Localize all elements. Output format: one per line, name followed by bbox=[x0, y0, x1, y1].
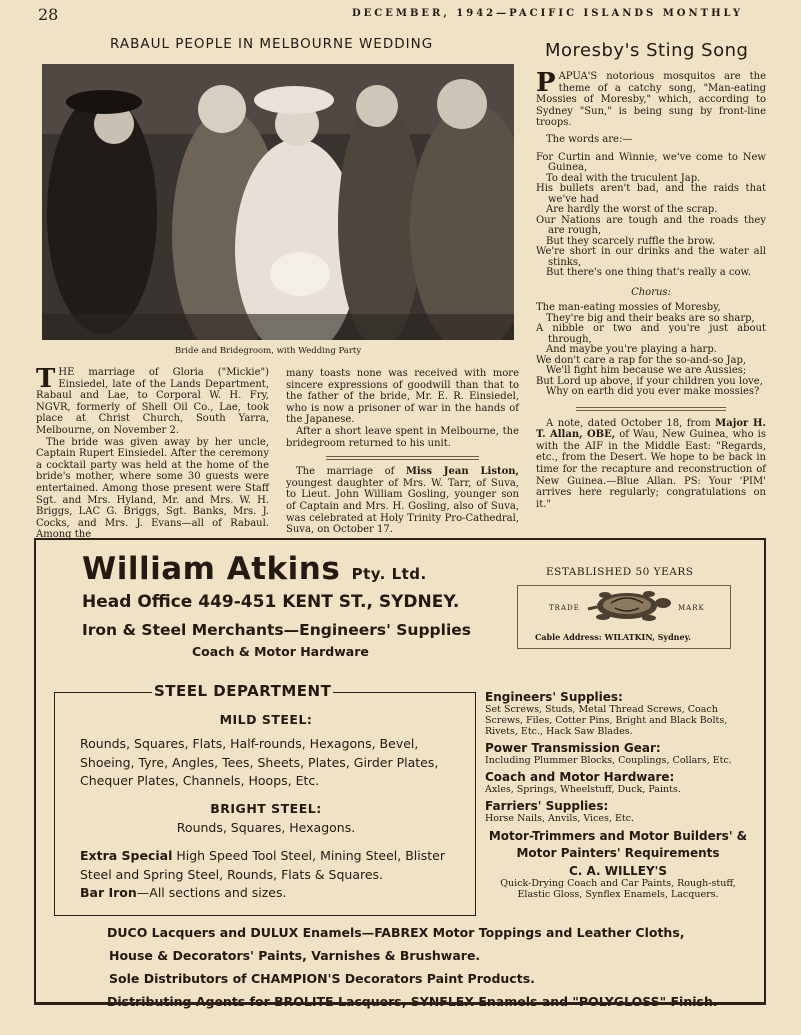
mild-steel-heading: MILD STEEL: bbox=[219, 712, 313, 727]
allan-note-text: A note, dated October 18, from bbox=[546, 417, 716, 429]
willey-heading: C. A. WILLEY'S bbox=[569, 864, 667, 878]
verse-line: To deal with the truculent Jap. bbox=[546, 172, 701, 184]
song-intro-text: APUA'S notorious mosquitos are the theme of a catchy song, "Man-eating Mossies of Moresby," which, according to Sydney "Sun," is being sung by front-line troops. bbox=[536, 71, 766, 129]
chorus-line: We don't care a rap for the so-and-so Jap, bbox=[536, 354, 747, 366]
wedding-paragraph-1 bbox=[36, 364, 269, 437]
allan-name: Major H. T. Allan, OBE, bbox=[536, 417, 766, 441]
supplies-column bbox=[485, 690, 751, 900]
divider bbox=[576, 410, 726, 411]
extra-special-items: High Speed Tool Steel, Mining Steel, Blister Steel and Spring Steel, Rounds, Flats & Squares. bbox=[80, 848, 445, 882]
engineers-supplies-items: Set Screws, Studs, Metal Thread Screws, Coach Screws, Files, Cotter Pins, Bright and Black Bolts, Rivets, Etc., Hack Saw Blades. bbox=[485, 704, 728, 737]
song-column bbox=[536, 68, 766, 510]
liston-text: The marriage of bbox=[296, 466, 406, 478]
song-intro bbox=[536, 68, 766, 129]
chorus-line: Why on earth did you ever make mossies? bbox=[546, 386, 760, 398]
distributor-line: DUCO Lacquers and DULUX Enamels—FABREX Motor Toppings and Leather Cloths, bbox=[107, 925, 685, 940]
farriers-supplies-heading: Farriers' Supplies: bbox=[485, 799, 609, 813]
page-number: 28 bbox=[38, 5, 59, 24]
mild-steel-items: Rounds, Squares, Flats, Half-rounds, Hexagons, Bevel, Shoeing, Tyre, Angles, Tees, Sheets, Plates, Girder Plates, Chequer Plates, Channels, Hoops, Etc. bbox=[80, 736, 439, 788]
wedding-column-2 bbox=[286, 368, 519, 536]
extra-special-line bbox=[80, 847, 462, 884]
verse-line: But they scarcely ruffle the brow. bbox=[546, 235, 716, 247]
motor-trimmers-heading: Motor-Trimmers and Motor Builders' & Motor Painters' Requirements bbox=[488, 829, 748, 860]
wedding-paragraph-1-text: HE marriage of Gloria ("Mickie") Einsiedel, late of the Lands Department, Rabaul and Lae, to Corporal W. H. Fry, NGVR, formerly of Shell Oil Co., Lae, took place at Christ Church, South Yarra, Melbourne, on November 2. bbox=[36, 367, 269, 436]
wedding-column-1 bbox=[36, 364, 269, 541]
bar-iron-line bbox=[80, 884, 462, 903]
verse-line: His bullets aren't bad, and the raids that we've had bbox=[536, 183, 766, 205]
photo-caption: Bride and Bridegroom, with Wedding Party bbox=[175, 346, 362, 356]
allan-note bbox=[536, 418, 766, 511]
drop-cap: P bbox=[536, 68, 556, 98]
chorus-line: But Lord up above, if your children you love, bbox=[536, 375, 763, 387]
wedding-paragraph-2: The bride was given away by her uncle, Captain Rupert Einsiedel. After the ceremony a cocktail party was held at the home of the bride's mother, where some 30 guests were entertained. Among those present were Staff Sgt. and Mrs. Hyland, Mr. and Mrs. W. H. Briggs, LAC G. Briggs, Sgt. Banks, Mrs. J. Cocks, and Mrs. J. Evans—all of Rabaul. Among the bbox=[36, 436, 269, 541]
song-chorus bbox=[536, 303, 766, 398]
liston-text: youngest daughter of Mrs. W. Tarr, of Suva, to Lieut. John William Gosling, younger son of Captain and Mrs. H. Gosling, also of Suva, was celebrated at Holy Trinity Pro-Cathedral, Suva, on October 17. bbox=[286, 477, 519, 536]
steel-department-heading: STEEL DEPARTMENT bbox=[154, 682, 332, 700]
company-suffix: Pty. Ltd. bbox=[351, 565, 427, 583]
company-name bbox=[82, 551, 427, 587]
chorus-line: They're big and their beaks are so sharp, bbox=[546, 312, 755, 324]
running-head: DECEMBER, 1942—PACIFIC ISLANDS MONTHLY bbox=[352, 8, 744, 19]
drop-cap: T bbox=[36, 364, 56, 394]
bright-steel-items: Rounds, Squares, Hexagons. bbox=[176, 819, 356, 835]
coach-motor-hardware-items: Axles, Springs, Wheelstuff, Duck, Paints. bbox=[485, 784, 681, 795]
verse-line: For Curtin and Winnie, we've come to New Guinea, bbox=[536, 151, 766, 174]
distributor-line: Sole Distributors of CHAMPION'S Decorators Paint Products. bbox=[109, 971, 535, 986]
divider bbox=[576, 407, 726, 408]
distributor-line: House & Decorators' Paints, Varnishes & Brushware. bbox=[109, 948, 481, 963]
established-label: ESTABLISHED 50 YEARS bbox=[546, 566, 694, 578]
chorus-label: Chorus: bbox=[631, 286, 671, 298]
company-name-text: William Atkins bbox=[82, 551, 341, 587]
chorus-line: A nibble or two and you're just about through, bbox=[536, 323, 766, 345]
cable-address: Cable Address: WILATKIN, Sydney. bbox=[535, 632, 692, 642]
song-words-are: The words are:— bbox=[546, 133, 633, 145]
chorus-line: We'll fight him because we are Aussies; bbox=[546, 365, 747, 377]
wedding-paragraph-4: After a short leave spent in Melbourne, the bridegroom returned to his unit. bbox=[286, 425, 519, 449]
chorus-line: And maybe you're playing a harp. bbox=[546, 344, 717, 356]
verse-line: We're short in our drinks and the water all stinks, bbox=[536, 246, 766, 268]
turtle-trademark-icon bbox=[583, 588, 673, 628]
chorus-line: The man-eating mossies of Moresby, bbox=[536, 302, 721, 314]
willey-items: Quick-Drying Coach and Car Paints, Rough-stuff, Elastic Gloss, Synflex Enamels, Lacquers. bbox=[500, 878, 736, 900]
song-verse bbox=[536, 153, 766, 279]
song-article-title: Moresby's Sting Song bbox=[545, 40, 749, 61]
divider bbox=[326, 459, 479, 460]
bright-steel-heading: BRIGHT STEEL: bbox=[210, 800, 322, 816]
mark-label: MARK bbox=[678, 604, 705, 612]
wedding-paragraph-3: many toasts none was received with more sincere expressions of goodwill than that to the father of the bride, Mr. E. R. Einsiedel, who is now a prisoner of war in the hands of the Japanese. bbox=[286, 368, 519, 426]
verse-line: But there's one thing that's really a cow. bbox=[546, 267, 752, 279]
liston-name: Miss Jean Liston, bbox=[405, 466, 519, 478]
wedding-article-title: RABAUL PEOPLE IN MELBOURNE WEDDING bbox=[110, 36, 434, 52]
liston-paragraph bbox=[286, 466, 519, 536]
divider bbox=[326, 456, 479, 457]
wedding-party-photo bbox=[42, 64, 514, 340]
merchants-line: Iron & Steel Merchants—Engineers' Supplies bbox=[82, 621, 471, 639]
verse-line: Our Nations are tough and the roads they are rough, bbox=[536, 214, 766, 237]
bar-iron-items: —All sections and sizes. bbox=[136, 885, 287, 900]
coach-motor-hardware-heading: Coach and Motor Hardware: bbox=[485, 770, 675, 784]
extra-special-label: Extra Special bbox=[80, 848, 173, 863]
verse-line: Are hardly the worst of the scrap. bbox=[546, 204, 718, 216]
head-office-address: Head Office 449-451 KENT ST., SYDNEY. bbox=[82, 592, 460, 612]
coach-hardware-line: Coach & Motor Hardware bbox=[192, 644, 369, 659]
engineers-supplies-heading: Engineers' Supplies: bbox=[485, 690, 623, 704]
power-transmission-items: Including Plummer Blocks, Couplings, Collars, Etc. bbox=[485, 755, 732, 766]
steel-department-content bbox=[70, 712, 462, 903]
distributor-lines bbox=[82, 921, 718, 1013]
allan-note-text: of Wau, New Guinea, who is with the AIF in the Middle East: "Regards, etc., from the Desert. We hope to be back in time for the recapture and reconstruction of New Guinea.—Blue Allan. PS: Your 'PIM' arrives here regularly; congratulations on it." bbox=[536, 429, 766, 510]
power-transmission-heading: Power Transmission Gear: bbox=[485, 741, 661, 755]
trade-label: TRADE bbox=[549, 604, 580, 612]
farriers-supplies-items: Horse Nails, Anvils, Vices, Etc. bbox=[485, 813, 635, 824]
bar-iron-label: Bar Iron bbox=[80, 885, 137, 900]
bottom-rule bbox=[34, 1002, 766, 1004]
